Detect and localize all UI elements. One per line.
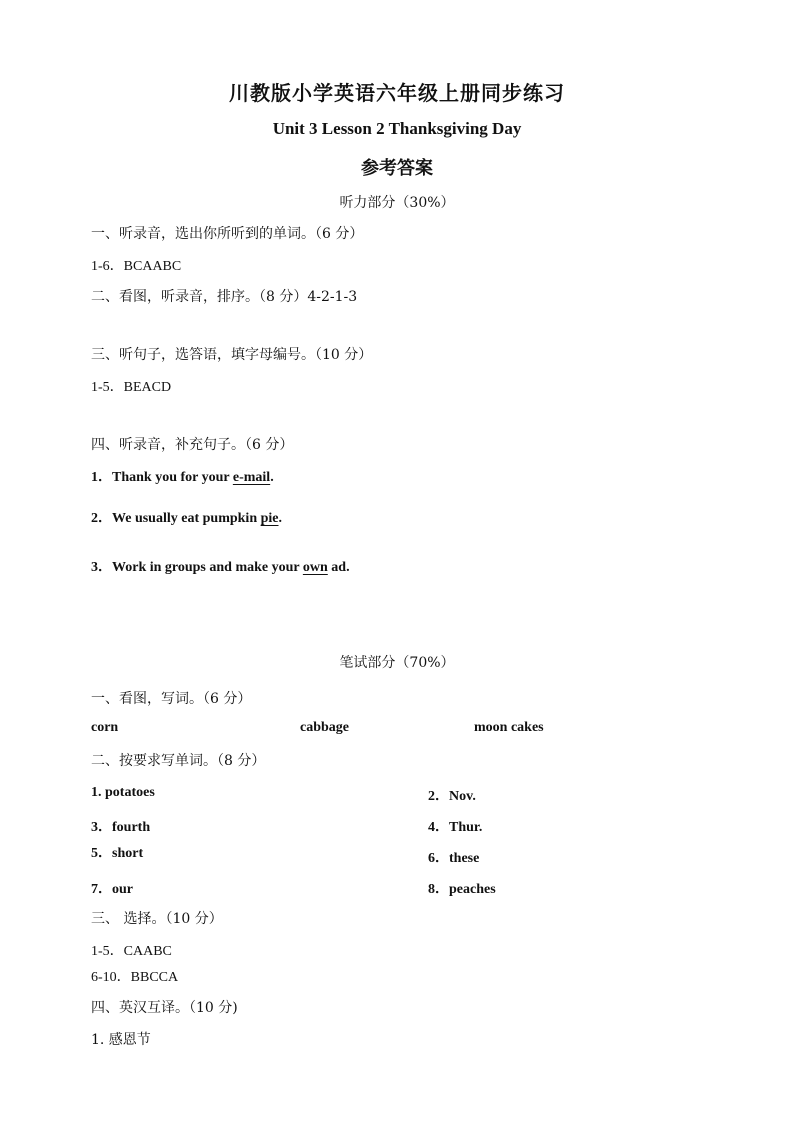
writing-q3-label: 三、 选择。（10 分） — [91, 911, 223, 927]
word-moon-cakes: moon cakes — [474, 720, 544, 735]
writing-q3-answer-1: 1-5．CAABC — [91, 944, 172, 959]
answer-item-8: 8．peaches — [428, 882, 496, 897]
sentence-1-answer: e-mail — [232, 470, 271, 485]
word-cabbage: cabbage — [300, 720, 349, 735]
word-corn: corn — [91, 720, 119, 735]
writing-q3-answer-2: 6-10．BBCCA — [91, 970, 179, 985]
writing-section-heading: 笔试部分（70%） — [339, 655, 455, 671]
writing-q4-answer-1: 1. 感恩节 — [91, 1032, 151, 1048]
sentence-1 — [91, 466, 274, 486]
listening-q1-answer: 1-6．BCAABC — [91, 259, 182, 274]
sentence-3-end: ad. — [327, 560, 350, 575]
listening-q2-label: 二、看图，听录音，排序。（8 分）4-2-1-3 — [91, 289, 358, 305]
document-title: 川教版小学英语六年级上册同步练习 — [229, 81, 565, 105]
writing-q1-label: 一、看图，写词。（6 分） — [91, 691, 252, 707]
answer-item-1: 1. potatoes — [91, 785, 155, 800]
writing-q2-label: 二、按要求写单词。（8 分） — [91, 753, 266, 769]
sentence-2-end: . — [278, 511, 282, 526]
answer-item-3: 3．fourth — [91, 820, 151, 835]
listening-q1-label: 一、听录音，选出你所听到的单词。（6 分） — [91, 226, 364, 242]
answer-item-6: 6．these — [428, 851, 480, 866]
answer-item-4: 4．Thur. — [428, 820, 483, 835]
sentence-2-answer: pie — [260, 511, 279, 526]
sentence-2 — [91, 507, 282, 527]
writing-q4-label: 四、英汉互译。（10 分) — [91, 1000, 238, 1016]
answer-item-5: 5．short — [91, 846, 144, 861]
answer-item-7: 7．our — [91, 882, 133, 897]
answer-heading: 参考答案 — [361, 158, 433, 179]
sentence-3 — [91, 556, 350, 576]
sentence-1-text: 1．Thank you for your — [91, 470, 233, 485]
sentence-2-text: 2．We usually eat pumpkin — [91, 511, 261, 526]
sentence-3-text: 3．Work in groups and make your — [91, 560, 303, 575]
listening-section-heading: 听力部分（30%） — [339, 195, 455, 211]
listening-q4-label: 四、听录音，补充句子。（6 分） — [91, 437, 294, 453]
lesson-subtitle: Unit 3 Lesson 2 Thanksgiving Day — [272, 119, 522, 138]
sentence-3-answer: own — [302, 560, 328, 575]
listening-q3-answer: 1-5．BEACD — [91, 380, 172, 395]
sentence-1-end: . — [270, 470, 274, 485]
answer-item-2: 2．Nov. — [428, 789, 476, 804]
listening-q3-label: 三、听句子，选答语，填字母编号。（10 分） — [91, 347, 373, 363]
